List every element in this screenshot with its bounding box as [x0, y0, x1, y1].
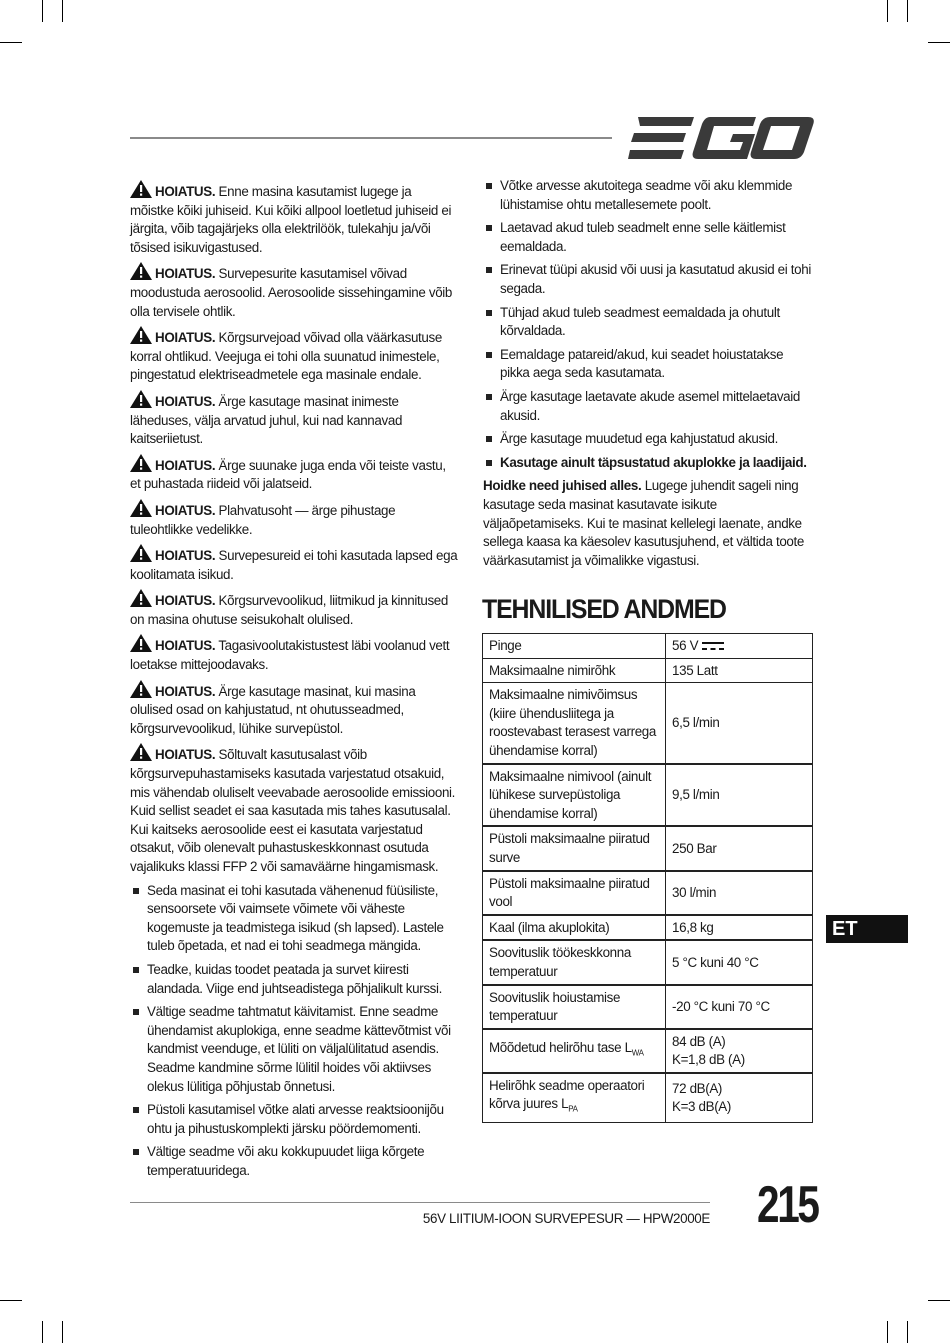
- spec-value: [666, 658, 813, 683]
- warning-text: Survepesurite kasutamisel võivad moodustuda aerosoolid. Aerosoolide sissehingamine võib olla tervisele ohtlik.: [130, 266, 453, 319]
- warning-paragraph: [130, 589, 458, 629]
- spec-key: [483, 1029, 666, 1073]
- bullet-item: Laetavad akud tuleb seadmelt enne selle käitlemist eemaldada.: [483, 219, 813, 256]
- bullet-item: Võtke arvesse akutoitega seadme või aku klemmide lühistamise ohtu metallesemete poolt.: [483, 177, 813, 214]
- left-column: [130, 180, 458, 1186]
- spec-key-text: Maksimaalne nimirõhk: [489, 662, 616, 678]
- bullet-item: Erinevat tüüpi akusid või uusi ja kasutatud akusid ei tohi segada.: [483, 261, 813, 298]
- spec-key: [483, 764, 666, 827]
- warning-label: HOIATUS.: [155, 638, 216, 654]
- bullet-item: Teadke, kuidas toodet peatada ja survet kiiresti alandada. Viige end juhtseadistega põhjalikult kurssi.: [130, 961, 458, 998]
- spec-row: [483, 658, 813, 683]
- spec-key-subscript: PA: [568, 1105, 578, 1115]
- warning-icon: [130, 634, 152, 652]
- bullet-item: Vältige seadme või aku kokkupuudet liiga kõrgete temperatuuridega.: [130, 1143, 458, 1180]
- spec-value-text: 250 Bar: [672, 840, 717, 856]
- left-bullet-list: [130, 882, 458, 1181]
- spec-value-text: -20 °C kuni 70 °C: [672, 998, 770, 1014]
- warning-paragraph: [130, 499, 458, 539]
- warning-label: HOIATUS.: [155, 330, 216, 346]
- spec-value-text: 72 dB(A): [672, 1080, 723, 1096]
- warning-label: HOIATUS.: [155, 393, 216, 409]
- warning-paragraph: [130, 680, 458, 739]
- spec-key-text: Soovituslik töökeskkonna temperatuur: [489, 945, 631, 979]
- warning-text: Kõrgsurvevoolikud, liitmikud ja kinnitused on masina ohutuse seisukohalt olulised.: [130, 593, 448, 627]
- spec-value-text: 9,5 l/min: [672, 787, 720, 803]
- warning-icon: [130, 680, 152, 698]
- warning-text: Enne masina kasutamist lugege ja mõistke kõiki juhiseid. Kui kõiki allpool loetletud juhiseid ei järgita, võib tagajärjeks olla elektrilöök, tulekahju ja/või tõsised isikuvigastused.: [130, 184, 452, 255]
- spec-key-text: Püstoli maksimaalne piiratud vool: [489, 875, 650, 910]
- keep-instructions-bold: Hoidke need juhised alles.: [483, 478, 642, 494]
- spec-row: [483, 1073, 813, 1122]
- right-column: [483, 177, 813, 570]
- warning-paragraph: [130, 326, 458, 385]
- spec-value: [666, 1073, 813, 1122]
- crop-mark: [907, 0, 908, 22]
- spec-value: [666, 826, 813, 870]
- warning-text: Ärge suunake juga enda või teiste vastu, et puhastada riideid või jalatseid.: [130, 457, 446, 492]
- warning-label: HOIATUS.: [155, 747, 216, 763]
- spec-value-text: 6,5 l/min: [672, 715, 720, 731]
- bullet-item: Vältige seadme tahtmatut käivitamist. Enne seadme ühendamist akuplokiga, enne seadme kättevõtmist või kandmist veenduge, et lüliti on väljalülitatud asendis. Seadme kandmine sõrme lülitil hoides või aktiivses olekus lülitiga põhjustab õnnetusi.: [130, 1003, 458, 1096]
- warning-text: Tagasivoolutakistustest läbi voolanud vett loetakse mittejoodavaks.: [130, 638, 450, 673]
- spec-key-text: Maksimaalne nimivõimsus (kiire ühendusliitega ja roostevabast terasest varrega ühendamise korral): [489, 687, 656, 758]
- spec-value: [666, 764, 813, 827]
- warning-text: Ärge kasutage masinat inimeste läheduses, välja arvatud juhul, kui nad kannavad kaitseriietust.: [130, 393, 403, 447]
- spec-key-text: Helirõhk seadme operaatori kõrva juures L: [489, 1077, 645, 1112]
- spec-value: [666, 985, 813, 1029]
- warning-paragraph: [130, 390, 458, 449]
- spec-key-text: Püstoli maksimaalne piiratud surve: [489, 831, 650, 865]
- warning-icon: [130, 326, 152, 344]
- spec-value-text: 5 °C kuni 40 °C: [672, 954, 759, 970]
- spec-value-text: 16,8 kg: [672, 919, 714, 935]
- spec-value-text: K=1,8 dB (A): [672, 1052, 745, 1068]
- warning-label: HOIATUS.: [155, 457, 216, 473]
- warning-paragraph: [130, 454, 458, 494]
- warning-text: Ärge kasutage masinat, kui masina olulised osad on kahjustatud, nt ohutusseadmed, kõrgsurvevoolikud, lühike survepüstol.: [130, 683, 416, 736]
- bullet-item: Püstoli kasutamisel võtke alati arvesse reaktsioonijõu ohtu ja pihustuskomplekti järsku pöördemomenti.: [130, 1101, 458, 1138]
- warning-label: HOIATUS.: [155, 266, 216, 282]
- crop-mark: [62, 1321, 63, 1343]
- spec-key: [483, 826, 666, 870]
- spec-value: [666, 940, 813, 984]
- warning-paragraph: [130, 634, 458, 674]
- spec-value-text: 84 dB (A): [672, 1033, 726, 1049]
- spec-row: [483, 871, 813, 915]
- right-bullet-list: [483, 177, 813, 472]
- spec-key-text: Soovituslik hoiustamise temperatuur: [489, 989, 621, 1024]
- bullet-item: Kasutage ainult täpsustatud akuplokke ja laadijaid.: [483, 454, 813, 473]
- warning-label: HOIATUS.: [155, 593, 216, 609]
- spec-row: [483, 683, 813, 764]
- spec-row: [483, 985, 813, 1029]
- spec-key: [483, 658, 666, 683]
- warning-text: Sõltuvalt kasutusalast võib kõrgsurvepuhastamiseks kasutada varjestatud otsakuid, mis vähendab oluliselt veevabade aerosoolide emissiooni. Kuid sellist seadet ei saa kasutada mis tahes kasutusalal. Kui kaitseks aerosoolide eest ei kasutata varjestatud otsakut, võib olenevalt puhastuskeskkonnast osutuda vajalikuks klassi FFP 2 või samaväärne hingamismask.: [130, 747, 456, 874]
- crop-mark: [0, 1300, 22, 1301]
- footer-rule: [130, 1202, 710, 1203]
- crop-mark: [887, 1321, 888, 1343]
- spec-key: [483, 985, 666, 1029]
- crop-mark: [928, 42, 950, 43]
- spec-row: [483, 826, 813, 870]
- spec-row: [483, 634, 813, 659]
- spec-row: [483, 940, 813, 984]
- bullet-item: Seda masinat ei tohi kasutada vähenenud füüsiliste, sensoorsete või vaimsete võimete või väheste kogemuste ja teadmistega isikud (sh lapsed). Lastele tuleb õpetada, et nad ei tohi seadmega mängida.: [130, 882, 458, 956]
- spec-row: [483, 1029, 813, 1073]
- warning-label: HOIATUS.: [155, 548, 216, 564]
- crop-mark: [0, 42, 22, 43]
- spec-value: [666, 683, 813, 764]
- warning-text: Survepesureid ei tohi kasutada lapsed ega koolitamata isikud.: [130, 548, 458, 582]
- warning-paragraph: [130, 180, 458, 257]
- warning-icon: [130, 262, 152, 280]
- spec-table: [482, 633, 813, 1123]
- spec-value-text: 56 V: [672, 638, 699, 653]
- warning-icon: [130, 499, 152, 517]
- warning-icon: [130, 390, 152, 408]
- spec-value-text: 135 Latt: [672, 662, 718, 678]
- crop-mark: [42, 0, 43, 22]
- header-rule: [130, 137, 612, 139]
- spec-value: [666, 915, 813, 941]
- bullet-item: Tühjad akud tuleb seadmest eemaldada ja ohutult kõrvaldada.: [483, 304, 813, 341]
- spec-key-subscript: WA: [631, 1048, 644, 1058]
- warning-list: [130, 180, 458, 877]
- page-number: 215: [757, 1176, 818, 1234]
- warning-paragraph: [130, 262, 458, 321]
- warning-icon: [130, 589, 152, 607]
- bullet-item: Ärge kasutage muudetud ega kahjustatud akusid.: [483, 430, 813, 449]
- spec-key: [483, 683, 666, 764]
- spec-key-text: Mõõdetud helirõhu tase L: [489, 1040, 632, 1056]
- warning-text: Plahvatusoht — ärge pihustage tuleohtlikke vedelikke.: [130, 502, 396, 537]
- warning-paragraph: [130, 743, 458, 876]
- spec-row: [483, 915, 813, 941]
- ego-logo: [628, 117, 814, 159]
- spec-value: [666, 871, 813, 915]
- warning-label: HOIATUS.: [155, 683, 216, 699]
- spec-value: [666, 634, 813, 659]
- warning-label: HOIATUS.: [155, 502, 216, 518]
- spec-key-text: Maksimaalne nimivool (ainult lühikese survepüstoliga ühendamise korral): [489, 768, 652, 821]
- dc-symbol-icon: [702, 642, 724, 651]
- keep-instructions-paragraph: [483, 477, 813, 570]
- bullet-item: Eemaldage patareid/akud, kui seadet hoiustatakse pikka aega seda kasutamata.: [483, 346, 813, 383]
- warning-icon: [130, 544, 152, 562]
- spec-row: [483, 764, 813, 827]
- spec-key: [483, 915, 666, 941]
- spec-value-text: 30 l/min: [672, 884, 717, 900]
- crop-mark: [62, 0, 63, 22]
- spec-key: [483, 940, 666, 984]
- warning-icon: [130, 454, 152, 472]
- section-title: TEHNILISED ANDMED: [482, 594, 726, 624]
- bullet-item: Ärge kasutage laetavate akude asemel mittelaetavaid akusid.: [483, 388, 813, 425]
- crop-mark: [887, 0, 888, 22]
- language-tab: ET: [826, 915, 908, 943]
- spec-key: [483, 871, 666, 915]
- warning-icon: [130, 180, 152, 198]
- crop-mark: [42, 1321, 43, 1343]
- spec-value-text: K=3 dB(A): [672, 1099, 731, 1115]
- warning-paragraph: [130, 544, 458, 584]
- footer-text: 56V LIITIUM-IOON SURVEPESUR — HPW2000E: [422, 1211, 710, 1226]
- keep-instructions-text: Lugege juhendit sageli ning kasutage seda masinat kasutavate isikute väljaõpetamiseks. Kui te masinat kellelegi laenate, andke sellega kaasa ka käesolev kasutusjuhend, et vältida toote väärkasutamist ja võimalikke vigastusi.: [483, 478, 804, 568]
- crop-mark: [907, 1321, 908, 1343]
- warning-label: HOIATUS.: [155, 184, 216, 199]
- crop-mark: [928, 1300, 950, 1301]
- warning-text: Kõrgsurvejoad võivad olla väärkasutuse korral ohtlikud. Veejuga ei tohi olla suunatud inimestele, pingestatud elektriseadmetele ega masinale endale.: [130, 330, 442, 383]
- spec-key-text: Pinge: [489, 638, 522, 653]
- spec-key: [483, 1073, 666, 1122]
- spec-key-text: Kaal (ilma akuplokita): [489, 919, 610, 935]
- spec-key: [483, 634, 666, 659]
- spec-value: [666, 1029, 813, 1073]
- warning-icon: [130, 743, 152, 761]
